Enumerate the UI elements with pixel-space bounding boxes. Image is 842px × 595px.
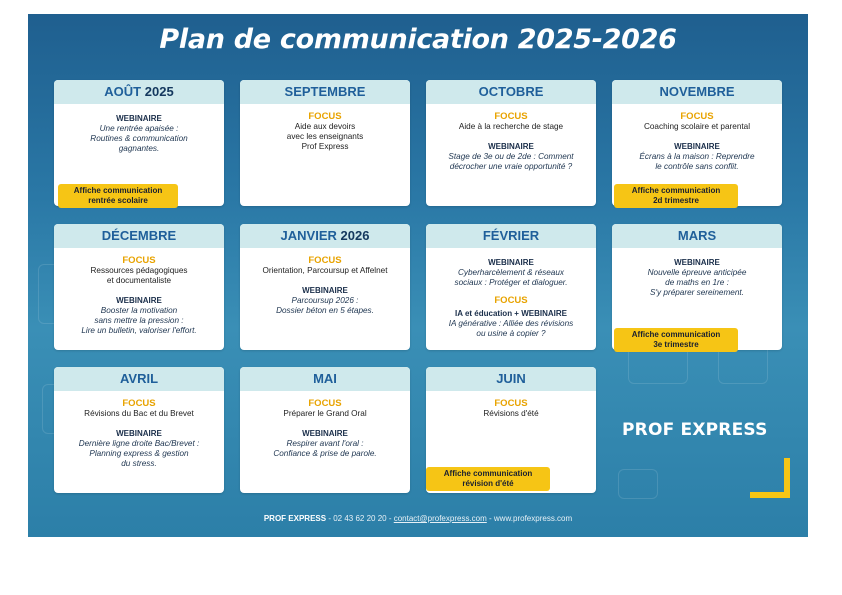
poster-badge [58, 184, 178, 208]
month-name: NOVEMBRE [659, 84, 735, 99]
page-title: Plan de communication 2025-2026 [159, 24, 677, 55]
event-text: Ressources pédagogiques [90, 266, 188, 275]
event-text: et documentaliste [106, 276, 172, 285]
month-content [426, 104, 596, 178]
month-title [54, 224, 224, 248]
month-title [240, 80, 410, 104]
month-content [612, 104, 782, 178]
month-title [426, 367, 596, 391]
month-content [426, 391, 596, 425]
brand-logo: PROF EXPRESS [622, 420, 768, 440]
focus-label: FOCUS [308, 111, 342, 122]
month-card [240, 367, 410, 493]
badge-line: Affiche communication [443, 469, 533, 478]
focus-label: FOCUS [308, 398, 342, 409]
focus-label: FOCUS [494, 398, 528, 409]
event-text: Lire un bulletin, valoriser l'effort. [81, 326, 197, 335]
event-text: Révisions d'été [483, 409, 539, 418]
webinar-label: WEBINAIRE [674, 142, 720, 151]
month-content [426, 248, 596, 345]
month-card [240, 80, 410, 206]
event-text: Aide aux devoirs [294, 122, 356, 131]
month-card [426, 80, 596, 206]
webinar-label: WEBINAIRE [116, 296, 162, 305]
event-text: Aide à la recherche de stage [458, 122, 564, 131]
webinar-label: IA et éducation + WEBINAIRE [455, 309, 567, 318]
month-content [240, 104, 410, 158]
webinar-label: WEBINAIRE [488, 258, 534, 267]
footer-email-link[interactable]: contact@profexpress.com [393, 514, 487, 523]
spacer [248, 419, 402, 426]
event-text: Prof Express [301, 142, 349, 151]
focus-label: FOCUS [122, 255, 156, 266]
event-text: de maths en 1re : [665, 278, 729, 287]
month-content [612, 248, 782, 304]
event-text: du stress. [121, 459, 157, 468]
webinar-label: WEBINAIRE [302, 286, 348, 295]
month-title [54, 367, 224, 391]
poster-badge [614, 328, 738, 352]
month-content [54, 248, 224, 342]
month-title [612, 224, 782, 248]
badge-line: 3e trimestre [653, 340, 699, 349]
month-title [240, 224, 410, 248]
webinar-label: WEBINAIRE [116, 429, 162, 438]
month-name: AVRIL [119, 371, 159, 386]
month-title [240, 367, 410, 391]
month-name: JANVIER [280, 228, 337, 243]
spacer [248, 276, 402, 283]
event-text: Respirer avant l'oral : [286, 439, 364, 448]
event-text: avec les enseignants [286, 132, 364, 141]
focus-label: FOCUS [494, 295, 528, 306]
month-content [54, 391, 224, 475]
event-text: Confiance & prise de parole. [273, 449, 377, 458]
webinar-label: WEBINAIRE [116, 114, 162, 123]
footer-contact: PROF EXPRESS - 02 43 62 20 20 - contact@profexpress.com - www.profexpress.com [263, 514, 573, 523]
event-text: ou usine à copier ? [476, 329, 546, 338]
webinar-label: WEBINAIRE [674, 258, 720, 267]
badge-line: Affiche communication [73, 186, 163, 195]
badge-line: rentrée scolaire [88, 196, 148, 205]
month-name: SEPTEMBRE [284, 84, 366, 99]
event-text: IA générative : Alliée des révisions [448, 319, 574, 328]
event-text: Cyberharcèlement & réseaux [457, 268, 565, 277]
footer-phone: 02 43 62 20 20 [333, 514, 387, 523]
event-text: sans mettre la pression : [94, 316, 184, 325]
event-text: le contrôle sans conflit. [655, 162, 739, 171]
footer-website-link[interactable]: www.profexpress.com [493, 514, 573, 523]
focus-label: FOCUS [308, 255, 342, 266]
webinar-label: WEBINAIRE [302, 429, 348, 438]
focus-label: FOCUS [680, 111, 714, 122]
month-content [240, 248, 410, 322]
spacer [620, 132, 774, 139]
month-year: 2025 [144, 84, 174, 99]
event-text: Planning express & gestion [89, 449, 189, 458]
focus-label: FOCUS [122, 398, 156, 409]
event-text: décrocher une vraie opportunité ? [449, 162, 573, 171]
month-name: AOÛT [104, 84, 142, 99]
event-text: Une rentrée apaisée : [99, 124, 179, 133]
event-text: Coaching scolaire et parental [643, 122, 751, 131]
event-text: Routines & communication [90, 134, 188, 143]
event-text: Dossier béton en 5 étapes. [276, 306, 374, 315]
badge-line: Affiche communication [631, 186, 721, 195]
event-text: Préparer le Grand Oral [283, 409, 367, 418]
month-card [54, 367, 224, 493]
month-card [240, 224, 410, 350]
spacer [62, 286, 216, 293]
event-text: Écrans à la maison : Reprendre [639, 152, 755, 161]
poster-badge [614, 184, 738, 208]
month-name: MAI [313, 371, 337, 386]
event-text: Stage de 3e ou de 2de : Comment [448, 152, 574, 161]
event-text: S'y préparer sereinement. [650, 288, 744, 297]
month-name: OCTOBRE [478, 84, 544, 99]
spacer [434, 132, 588, 139]
month-year: 2026 [340, 228, 370, 243]
spacer [62, 419, 216, 426]
month-title [426, 80, 596, 104]
focus-label: FOCUS [494, 111, 528, 122]
month-title [54, 80, 224, 104]
event-text: sociaux : Protéger et dialoguer. [454, 278, 568, 287]
event-text: Parcoursup 2026 : [291, 296, 359, 305]
webinar-label: WEBINAIRE [488, 142, 534, 151]
badge-line: révision d'été [462, 479, 514, 488]
footer-brand: PROF EXPRESS [263, 514, 327, 523]
month-content [54, 104, 224, 160]
event-text: gagnantes. [118, 144, 160, 153]
event-text: Révisions du Bac et du Brevet [84, 409, 194, 418]
month-title [426, 224, 596, 248]
month-card [426, 224, 596, 350]
month-name: FÉVRIER [482, 228, 540, 243]
poster-badge [426, 467, 550, 491]
badge-line: Affiche communication [631, 330, 721, 339]
badge-line: 2d trimestre [653, 196, 699, 205]
poster-background [28, 14, 808, 537]
event-text: Orientation, Parcoursup et Affelnet [262, 266, 388, 275]
month-name: MARS [677, 228, 717, 243]
spacer [434, 288, 588, 295]
month-name: JUIN [496, 371, 526, 386]
event-text: Dernière ligne droite Bac/Brevet : [78, 439, 200, 448]
logo-corner-icon [750, 458, 790, 498]
month-card [54, 224, 224, 350]
event-text: Nouvelle épreuve anticipée [647, 268, 747, 277]
month-title [612, 80, 782, 104]
event-text: Booster la motivation [100, 306, 178, 315]
month-content [240, 391, 410, 465]
month-name: DÉCEMBRE [101, 228, 177, 243]
